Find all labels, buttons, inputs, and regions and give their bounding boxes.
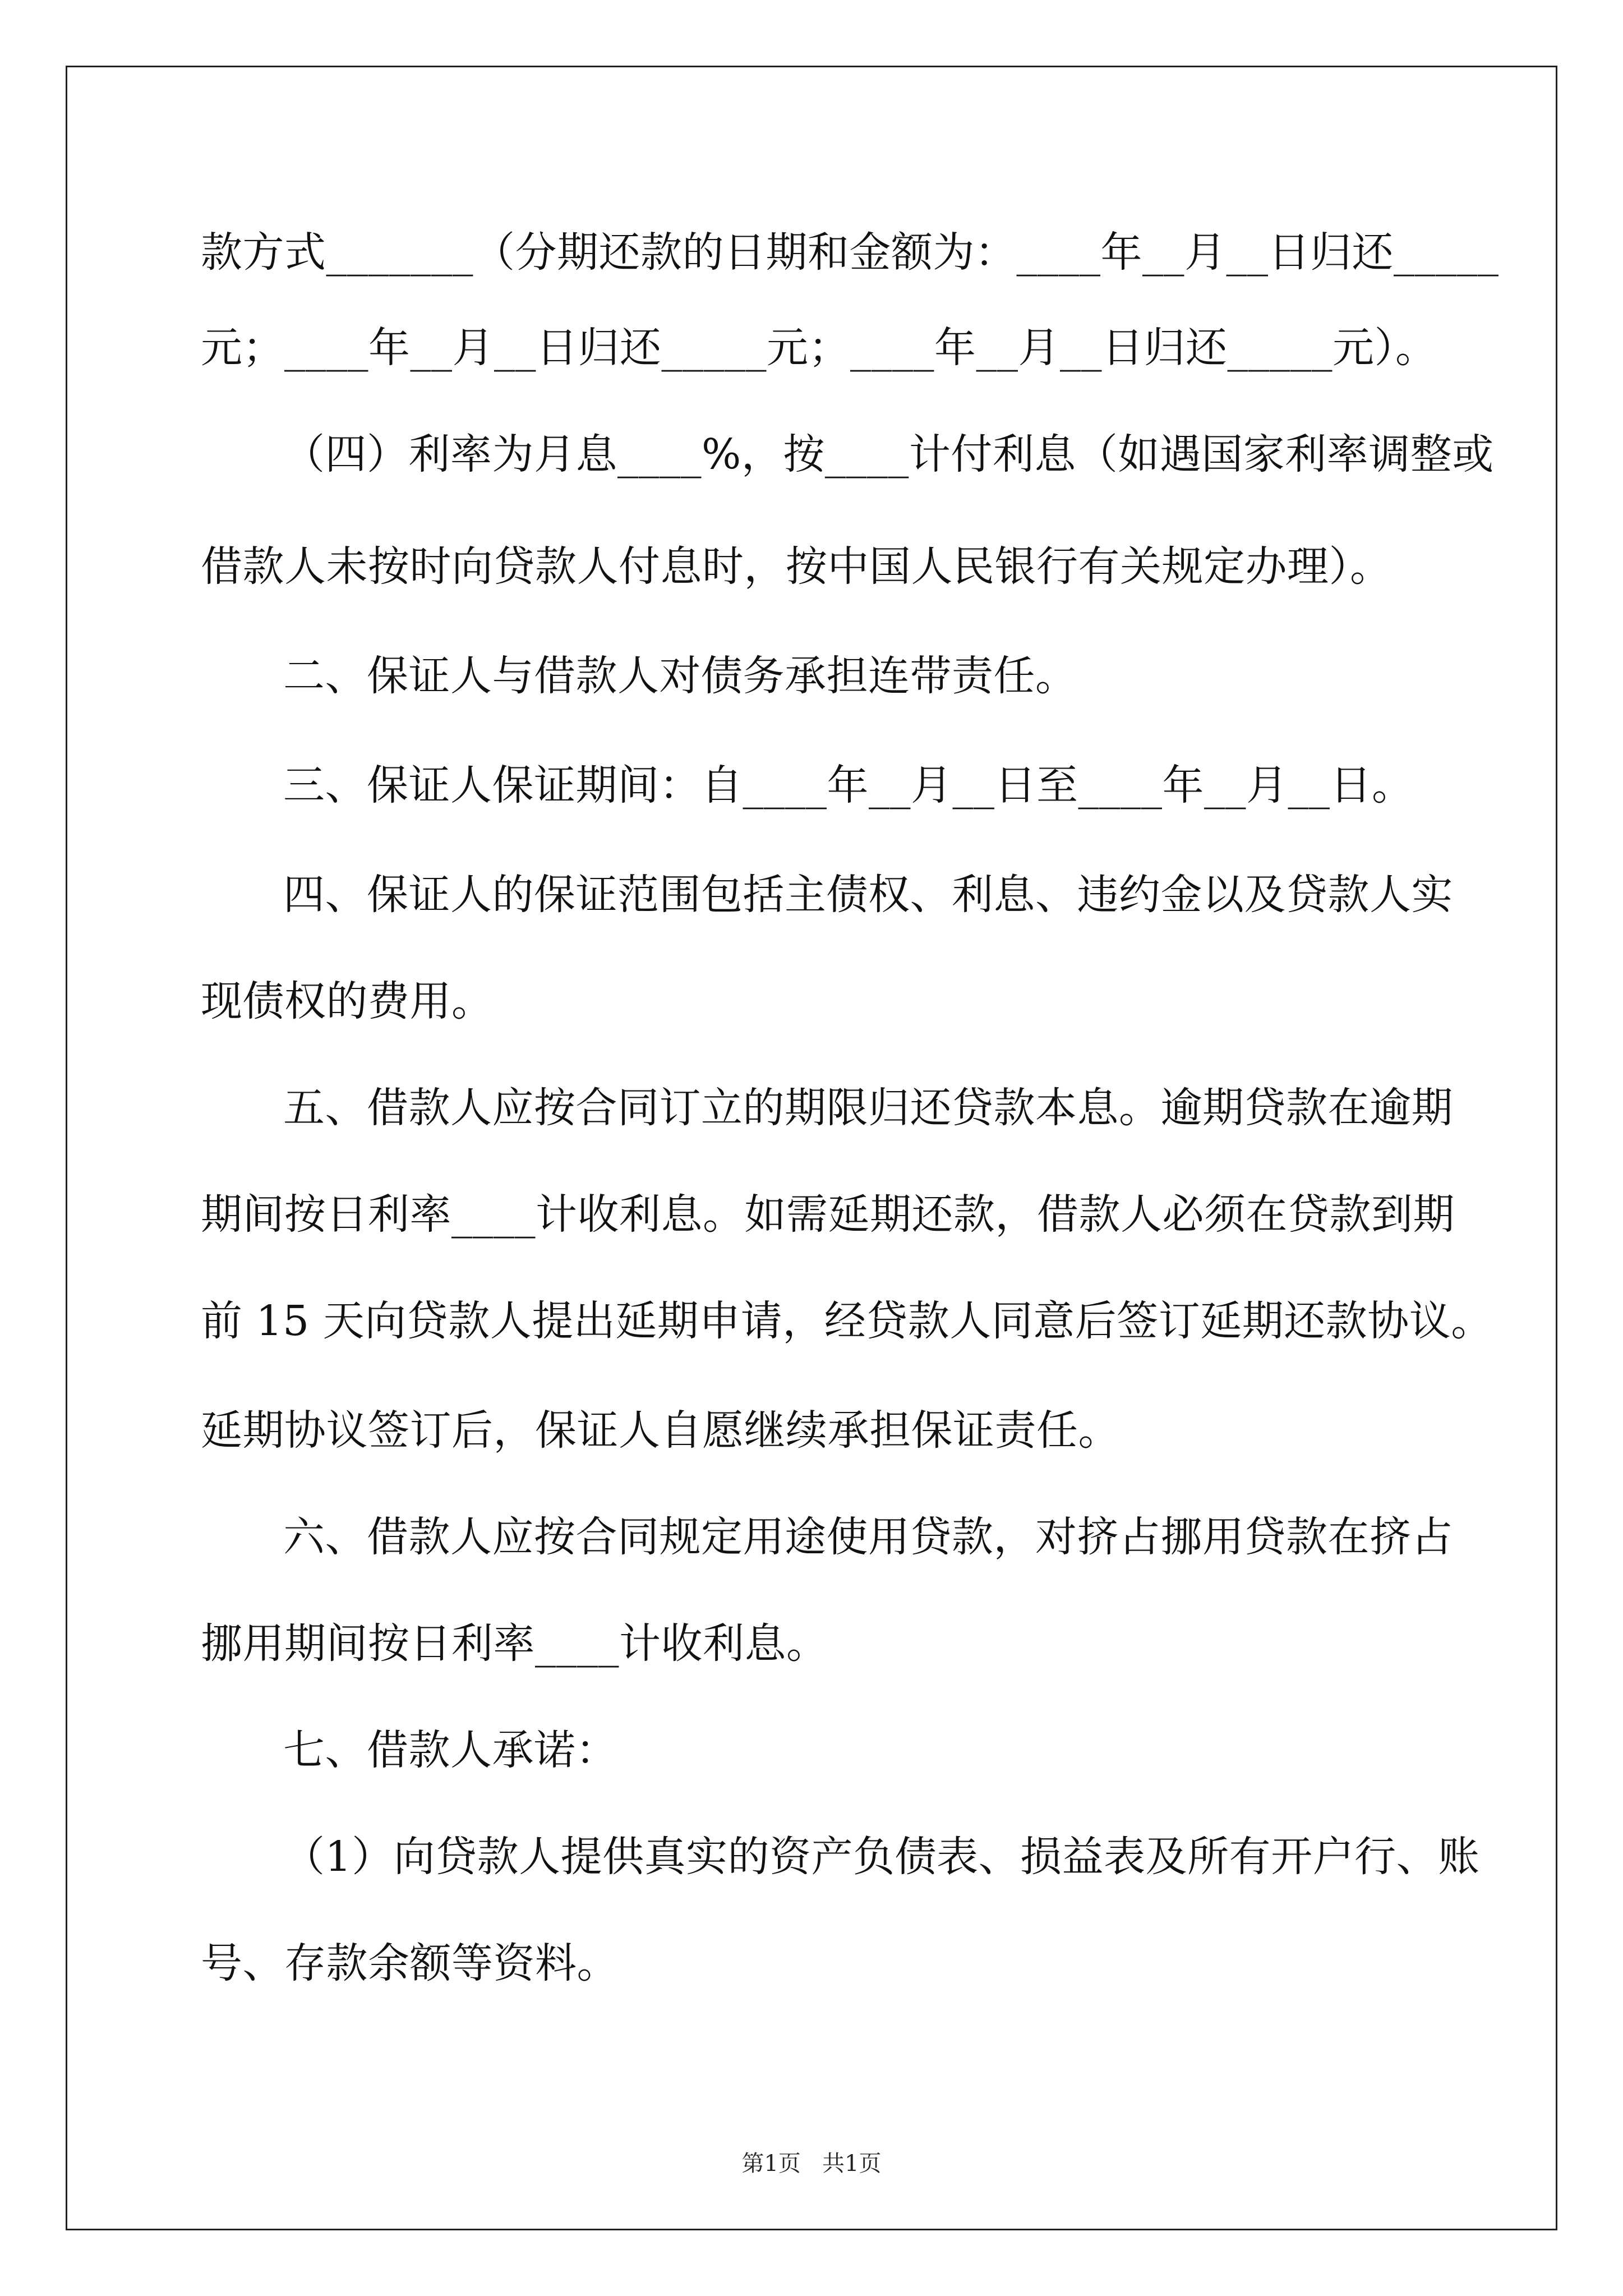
text-line: 四、保证人的保证范围包括主债权、利息、违约金以及贷款人实	[283, 871, 1453, 919]
text-line: 款方式_______（分期还款的日期和金额为：____年__月__日归还_____	[201, 228, 1499, 277]
text-line: 前 15 天向贷款人提出延期申请，经贷款人同意后签订延期还款协议。	[201, 1297, 1493, 1345]
text-line: 延期协议签订后，保证人自愿继续承担保证责任。	[201, 1406, 1120, 1455]
text-line: （四）利率为月息____%，按____计付利息（如遇国家利率调整或	[283, 430, 1494, 478]
text-line: 元；____年__月__日归还_____元；____年__月__日归还_____元）。	[201, 324, 1437, 372]
text-line: （1）向贷款人提供真实的资产负债表、损益表及所有开户行、账	[283, 1833, 1480, 1881]
text-line: 三、保证人保证期间：自____年__月__日至____年__月__日。	[283, 761, 1414, 809]
text-line: 借款人未按时向贷款人付息时，按中国人民银行有关规定办理）。	[201, 542, 1392, 591]
text-line: 七、借款人承诺：	[283, 1726, 617, 1774]
text-line: 挪用期间按日利率____计收利息。	[201, 1619, 828, 1668]
page-border	[66, 66, 1557, 2230]
text-line: 六、借款人应按合同规定用途使用贷款，对挤占挪用贷款在挤占	[283, 1513, 1453, 1561]
text-line: 号、存款余额等资料。	[201, 1939, 619, 1987]
text-line: 五、借款人应按合同订立的期限归还贷款本息。逾期贷款在逾期	[283, 1084, 1453, 1132]
text-line: 二、保证人与借款人对债务承担连带责任。	[283, 652, 1077, 700]
text-line: 期间按日利率____计收利息。如需延期还款，借款人必须在贷款到期	[201, 1190, 1455, 1239]
text-line: 现债权的费用。	[201, 977, 494, 1025]
page-footer: 第1页 共1页	[741, 2151, 882, 2177]
